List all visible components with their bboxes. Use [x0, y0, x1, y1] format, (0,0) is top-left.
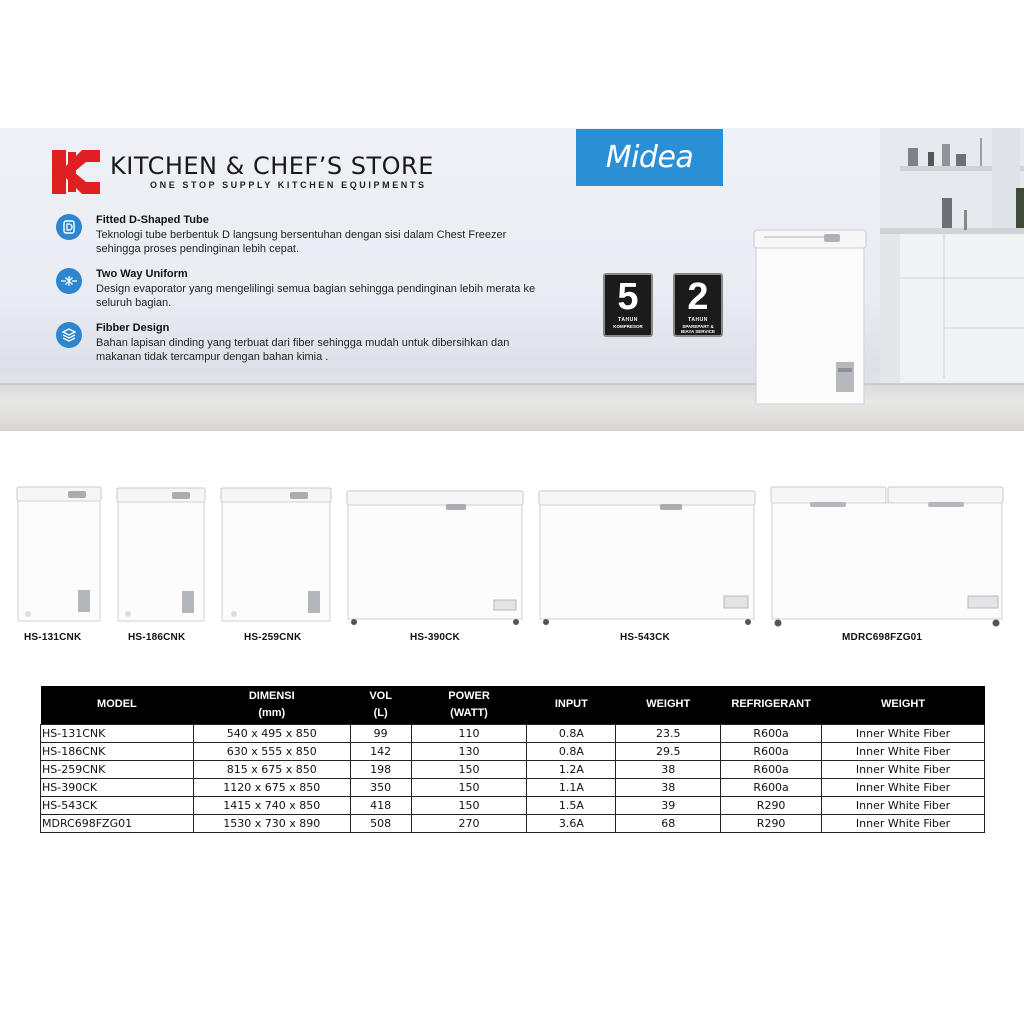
warranty-years: 5 — [617, 276, 639, 318]
header-dimensi: DIMENSI (mm) — [193, 686, 350, 724]
cell-power: 110 — [411, 724, 527, 742]
table-row — [41, 742, 985, 760]
brand-name: Midea — [605, 140, 694, 175]
product-label: HS-543CK — [620, 632, 670, 643]
warranty-caption: SPAREPART & BIAYA SERVICE — [681, 324, 715, 334]
feature-description: Design evaporator yang mengelilingi semua bagian sehingga pendinginan lebih merata ke seluruh bagian. — [96, 283, 536, 309]
airflow-icon — [56, 268, 82, 294]
cell-weight: 38 — [616, 760, 721, 778]
cell-power: 150 — [411, 796, 527, 814]
warranty-unit: TAHUN — [688, 317, 708, 323]
cell-model: HS-390CK — [41, 778, 194, 796]
product-image-hs-131cnk — [16, 486, 102, 624]
cell-dimensi: 630 x 555 x 850 — [193, 742, 350, 760]
product-image-hs-543ck — [538, 490, 756, 626]
store-name: KITCHEN & CHEF’S STORE — [110, 152, 434, 180]
cell-dimensi: 815 x 675 x 850 — [193, 760, 350, 778]
product-label: HS-186CNK — [128, 632, 186, 643]
cell-refrigerant: R600a — [721, 760, 822, 778]
table-header-row — [41, 686, 985, 724]
cell-material: Inner White Fiber — [822, 724, 985, 742]
cell-model: HS-186CNK — [41, 742, 194, 760]
cell-dimensi: 1120 x 675 x 850 — [193, 778, 350, 796]
product-image-mdrc698fzg01 — [770, 486, 1004, 628]
cell-vol: 350 — [350, 778, 411, 796]
d-tube-icon — [56, 214, 82, 240]
product-image-hs-186cnk — [116, 487, 206, 624]
table-row — [41, 796, 985, 814]
cell-weight: 29.5 — [616, 742, 721, 760]
header-weight: WEIGHT — [616, 686, 721, 724]
cell-refrigerant: R600a — [721, 724, 822, 742]
cell-vol: 508 — [350, 814, 411, 832]
cell-vol: 99 — [350, 724, 411, 742]
warranty-unit: TAHUN — [618, 317, 638, 323]
feature-title: Two Way Uniform — [96, 268, 188, 280]
feature-d-shaped-tube — [56, 214, 536, 264]
cell-power: 270 — [411, 814, 527, 832]
warranty-badge-sparepart — [673, 273, 723, 337]
feature-title: Fitted D-Shaped Tube — [96, 214, 209, 226]
promo-banner — [0, 128, 1024, 431]
cell-dimensi: 540 x 495 x 850 — [193, 724, 350, 742]
product-label: HS-131CNK — [24, 632, 82, 643]
product-image-hs-259cnk — [220, 487, 332, 624]
cell-model: MDRC698FZG01 — [41, 814, 194, 832]
header-weight-material: WEIGHT — [822, 686, 985, 724]
product-label: HS-390CK — [410, 632, 460, 643]
cell-vol: 142 — [350, 742, 411, 760]
cell-dimensi: 1530 x 730 x 890 — [193, 814, 350, 832]
product-label: MDRC698FZG01 — [842, 632, 923, 643]
feature-fibber-design — [56, 322, 536, 386]
cell-refrigerant: R290 — [721, 814, 822, 832]
cell-refrigerant: R600a — [721, 742, 822, 760]
table-row — [41, 724, 985, 742]
store-tagline: ONE STOP SUPPLY KITCHEN EQUIPMENTS — [150, 180, 427, 190]
product-label: HS-259CNK — [244, 632, 302, 643]
cell-input: 3.6A — [527, 814, 616, 832]
cell-weight: 68 — [616, 814, 721, 832]
header-refrigerant: REFRIGERANT — [721, 686, 822, 724]
product-image-hs-390ck — [346, 490, 524, 626]
cell-material: Inner White Fiber — [822, 796, 985, 814]
kc-logo-icon — [52, 150, 100, 194]
header-input: INPUT — [527, 686, 616, 724]
cell-model: HS-543CK — [41, 796, 194, 814]
hero-freezer-image — [752, 228, 868, 406]
cell-weight: 39 — [616, 796, 721, 814]
cell-input: 1.1A — [527, 778, 616, 796]
midea-logo — [576, 129, 723, 186]
warranty-caption: KOMPRESOR — [613, 324, 643, 329]
cell-input: 1.2A — [527, 760, 616, 778]
cell-model: HS-259CNK — [41, 760, 194, 778]
cell-input: 0.8A — [527, 742, 616, 760]
feature-two-way-uniform — [56, 268, 536, 318]
table-row — [41, 778, 985, 796]
cell-vol: 418 — [350, 796, 411, 814]
header-power: POWER (WATT) — [411, 686, 527, 724]
cell-power: 150 — [411, 778, 527, 796]
kitchen-background-illustration — [880, 128, 1024, 383]
feature-description: Teknologi tube berbentuk D langsung bersentuhan dengan sisi dalam Chest Freezer sehingga proses pendinginan lebih cepat. — [96, 229, 507, 255]
header-model: MODEL — [41, 686, 194, 724]
cell-material: Inner White Fiber — [822, 742, 985, 760]
cell-weight: 23.5 — [616, 724, 721, 742]
spec-table — [40, 686, 985, 833]
feature-title: Fibber Design — [96, 322, 170, 334]
cell-power: 150 — [411, 760, 527, 778]
cell-dimensi: 1415 x 740 x 850 — [193, 796, 350, 814]
cell-vol: 198 — [350, 760, 411, 778]
layers-icon — [56, 322, 82, 348]
cell-power: 130 — [411, 742, 527, 760]
cell-material: Inner White Fiber — [822, 760, 985, 778]
warranty-years: 2 — [687, 276, 709, 318]
cell-model: HS-131CNK — [41, 724, 194, 742]
cell-input: 1.5A — [527, 796, 616, 814]
cell-refrigerant: R600a — [721, 778, 822, 796]
table-row — [41, 760, 985, 778]
cell-material: Inner White Fiber — [822, 778, 985, 796]
cell-refrigerant: R290 — [721, 796, 822, 814]
table-row — [41, 814, 985, 832]
cell-input: 0.8A — [527, 724, 616, 742]
header-vol: VOL (L) — [350, 686, 411, 724]
warranty-badge-compressor — [603, 273, 653, 337]
floor — [0, 383, 1024, 431]
cell-weight: 38 — [616, 778, 721, 796]
cell-material: Inner White Fiber — [822, 814, 985, 832]
feature-description: Bahan lapisan dinding yang terbuat dari fiber sehingga mudah untuk dibersihkan dan makanan tidak tercampur dengan bahan kimia . — [96, 337, 510, 363]
